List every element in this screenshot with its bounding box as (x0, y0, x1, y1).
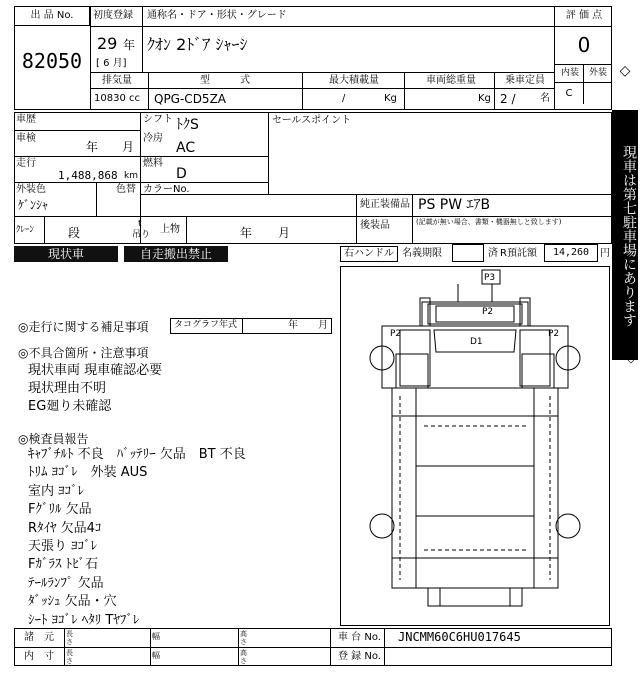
inspector-item: 室内 ﾖｺﾞﾚ (28, 483, 85, 499)
diagram-label-d1: D1 (470, 337, 483, 347)
sidebar-bottom-marker: ◇◇ (624, 337, 638, 365)
first-reg-year: 29 (97, 34, 118, 53)
tacho-label: タコグラフ年式 (174, 320, 238, 330)
aftermarket-label: 後装品 (360, 220, 390, 231)
ac-label: 冷房 (143, 133, 163, 144)
upper-year: 年 (240, 226, 253, 240)
crane-hoist: 吊り (132, 230, 151, 240)
inspection-label: 車検 (16, 133, 36, 144)
color-label: 外装色 (16, 184, 46, 195)
shift-label: シフト (143, 114, 173, 125)
reg-label: 登 録 No. (338, 651, 381, 662)
first-reg-month: [ 6 月] (96, 58, 127, 69)
tacho-month: 月 (318, 320, 328, 331)
recycle-amount: 14,260 (544, 244, 598, 262)
color: ｹﾞﾝｼｬ (18, 198, 49, 212)
location-sidebar (612, 110, 638, 360)
inner-label: 内 寸 (24, 651, 54, 662)
tacho-year: 年 (288, 320, 298, 331)
inspector-item: ﾄﾘﾑ ﾖｺﾞﾚ 外装 AUS (28, 465, 148, 481)
width-label-2: 幅 (152, 651, 160, 660)
driving-title: ◎走行に関する補足事項 (18, 320, 149, 334)
model-code-label: 型 式 (200, 75, 250, 86)
interior-label: 内装 (560, 68, 579, 78)
inspector-item: ﾃｰﾙﾗﾝﾌﾟ 欠品 (28, 575, 104, 591)
inspector-item: 天張り ﾖｺﾞﾚ (28, 539, 98, 554)
shift: ﾄｸS (176, 117, 199, 133)
name-change-box (452, 244, 484, 262)
width-label-1: 幅 (152, 632, 160, 641)
diagram-label-p2-front: P2 (482, 307, 494, 317)
inspection-month: 月 (122, 140, 135, 154)
inspector-item: ｷｬﾌﾞﾁﾙﾄ 不良 ﾊﾞｯﾃﾘｰ 欠品 BT 不良 (28, 447, 246, 462)
chassis-label: 車 台 No. (338, 632, 381, 643)
sidebar-top-marker: ◇ (619, 63, 631, 79)
color-code-label: カラーNo. (143, 184, 190, 195)
model-name-label: 通称名・ドア・形状・グレード (147, 10, 287, 21)
yen-label: 円 (600, 248, 610, 259)
right-hand-label: 右ハンドル (340, 246, 398, 262)
crane-ton: t (138, 219, 142, 229)
capacity-label: 乗車定員 (505, 75, 545, 86)
lot-label: 出 品 No. (14, 6, 90, 26)
grade-score: 0 (577, 33, 591, 57)
inspector-item: Fｶﾞﾗｽ ﾄﾋﾞ石 (28, 557, 99, 573)
grade-label: 評 価 点 (565, 10, 603, 21)
aftermarket-note: (記載が無い場合、書類・機器無しと致します) (416, 218, 562, 226)
length-label-1: 長さ (66, 630, 73, 646)
model-code: QPG-CD5ZA (154, 92, 226, 106)
crane-label: ｸﾚｰﾝ (16, 225, 35, 235)
upper-month: 月 (278, 226, 291, 240)
upper-label: 上物 (160, 224, 180, 235)
fuel-label: 燃料 (143, 158, 163, 169)
capacity: 2 / (500, 92, 516, 106)
inspector-item: Rﾀｲﾔ 欠品4ｺ (28, 520, 102, 536)
mileage-label: 走行 (16, 158, 36, 169)
diagram-label-p3: P3 (484, 273, 496, 283)
dims-label: 諸 元 (24, 632, 54, 643)
crane-step: 段 (68, 226, 81, 240)
inspection-year: 年 (86, 140, 99, 154)
chassis-number: JNCMM60C6HU017645 (398, 630, 521, 644)
truck-diagram (340, 266, 610, 626)
defect-item: 現状理由不明 (28, 381, 107, 396)
fuel: D (176, 166, 187, 182)
odometer-label: R預託額 (500, 248, 537, 259)
interior-grade: C (565, 88, 573, 99)
length-label-2: 長さ (66, 649, 73, 665)
self-drive-ban-badge: 自走搬出禁止 (124, 246, 228, 262)
gross-weight-label: 車両総重量 (426, 75, 476, 86)
location-text: 現車は第七駐車場にあります (621, 145, 637, 327)
model-name: ｸｵﾝ 2ﾄﾞｱ ｼｬｰｼ (147, 35, 248, 54)
defect-item: 現状車両 現車確認必要 (28, 363, 163, 378)
mileage-unit: km (124, 171, 138, 181)
displacement: 10830 cc (94, 93, 140, 104)
transfer-label: 済 (488, 248, 498, 259)
lot-number: 82050 (21, 49, 83, 73)
mileage: 1,488,868 (58, 169, 118, 182)
equipment-label: 純正装備品 (360, 199, 410, 210)
inspector-item: ﾀﾞｯｼｭ 欠品・穴 (28, 594, 117, 610)
color-no-label: 色替 (116, 184, 136, 195)
diagram-label-p2-right: P2 (548, 329, 560, 339)
exterior-label: 外装 (588, 68, 607, 78)
diagram-label-p2-left: P2 (390, 329, 402, 339)
displacement-label: 排気量 (102, 75, 132, 86)
current-vehicle-badge: 現状車 (14, 246, 118, 262)
max-load-unit: Kg (384, 93, 397, 104)
sales-point-label: セールスポイント (272, 115, 352, 126)
max-load: / (342, 93, 346, 104)
capacity-unit: 名 (540, 93, 550, 104)
equipment: PS PW ｴｱB (418, 197, 491, 213)
name-change-label: 名義期限 (402, 248, 442, 259)
year-unit: 年 (123, 38, 136, 52)
height-label-1: 高さ (240, 630, 247, 646)
defect-item: EG廻り未確認 (28, 399, 112, 414)
height-label-2: 高さ (240, 649, 247, 665)
history-label: 車歴 (16, 114, 36, 125)
gross-weight-unit: Kg (478, 93, 491, 104)
max-load-label: 最大積載量 (329, 75, 379, 86)
first-reg-label: 初度登録 (93, 10, 133, 21)
ac: AC (176, 140, 196, 156)
inspector-title: ◎検査員報告 (18, 432, 89, 446)
inspector-item: Fｸﾞﾘﾙ 欠品 (28, 502, 92, 518)
inspector-item: ｼｰﾄ ﾖｺﾞﾚ ﾍﾀﾘ Tﾔﾌﾞﾚ (28, 612, 140, 628)
defects-title: ◎不具合箇所・注意事項 (18, 346, 149, 360)
